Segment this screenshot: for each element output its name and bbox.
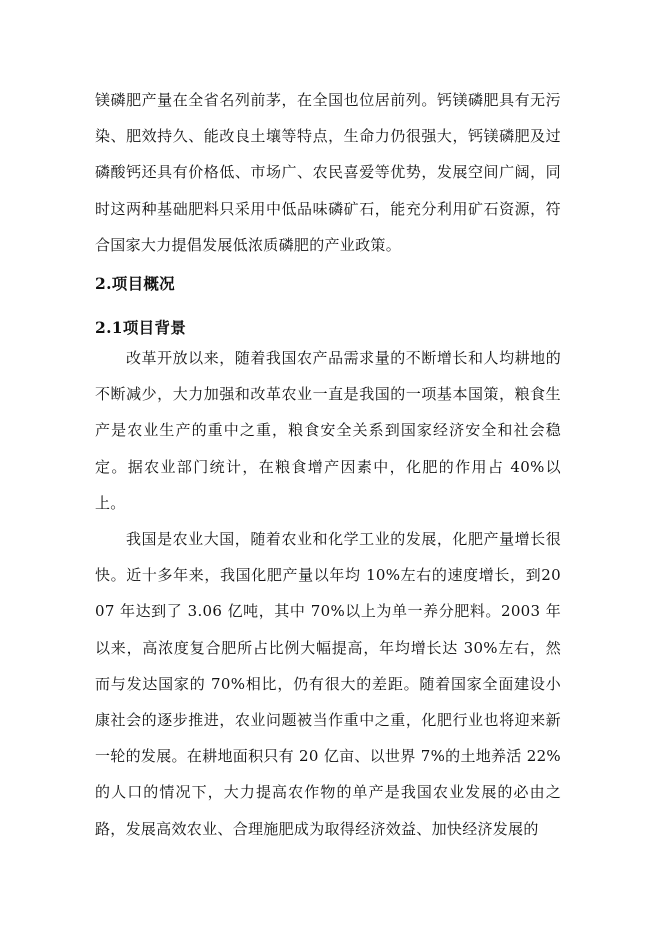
body-paragraph: 我国是农业大国，随着农业和化学工业的发展，化肥产量增长很快。近十多年来，我国化肥产量以年均 10%左右的速度增长，到2007 年达到了 3.06 亿吨，其中 70%以上为单一养分肥料。2003 年以来，高浓度复合肥所占比例大幅提高，年均增长达 30%左右，然而与发达国家的 70%相比，仍有很大的差距。随着国家全面建设小康社会的逐步推进，农业问题被当作重中之重，化肥行业也将迎来新一轮的发展。在耕地面积只有 20 亿亩、以世界 7%的土地养活 22%的人口的情况下，大力提高农作物的单产是我国农业发展的必由之路，发展高效农业、合理施肥成为取得经济效益、加快经济发展的: [95, 530, 561, 838]
intro-paragraph: 镁磷肥产量在全省名列前茅，在全国也位居前列。钙镁磷肥具有无污染、肥效持久、能改良土壤等特点，生命力仍很强大，钙镁磷肥及过磷酸钙还具有价格低、市场广、农民喜爱等优势，发展空间广阔，同时这两种基础肥料只采用中低品味磷矿石，能充分利用矿石资源，符合国家大力提倡发展低浓质磷肥的产业政策。: [95, 91, 561, 254]
body-paragraph: 改革开放以来，随着我国农产品需求量的不断增长和人均耕地的不断减少，大力加强和改革农业一直是我国的一项基本国策，粮食生产是农业生产的重中之重，粮食安全关系到国家经济安全和社会稳定。据农业部门统计，在粮食增产因素中，化肥的作用占 40%以上。: [95, 349, 561, 512]
subsection-heading: 2.1项目背景: [95, 318, 187, 337]
section-heading: 2.项目概况: [95, 274, 175, 293]
